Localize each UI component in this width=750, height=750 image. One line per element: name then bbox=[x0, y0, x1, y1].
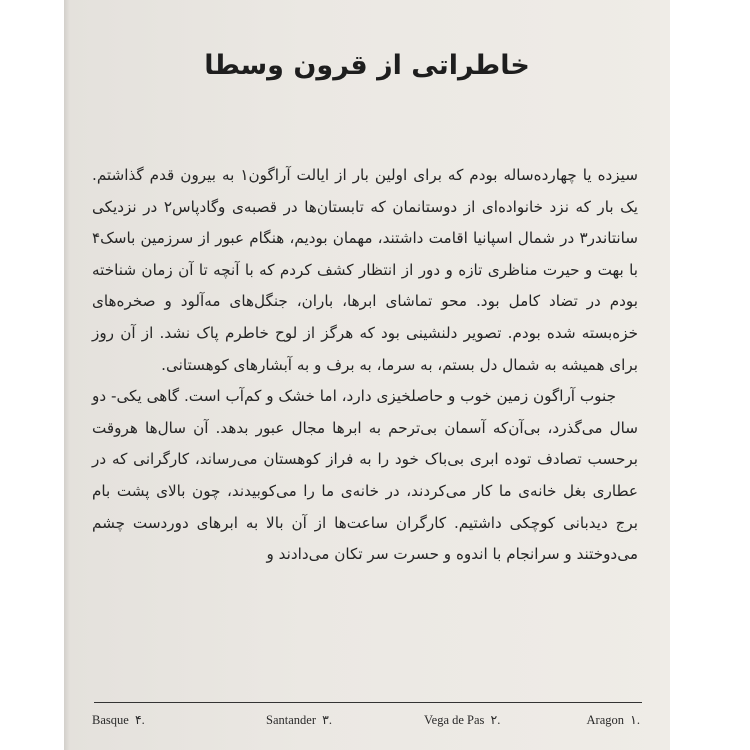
chapter-title: خاطراتی از قرون وسطا bbox=[204, 50, 530, 81]
footnote-text: Basque bbox=[92, 713, 129, 727]
footnote-1 bbox=[587, 712, 640, 728]
footnote-number: ۱. bbox=[630, 713, 640, 727]
footnote-number: ۳. bbox=[322, 713, 332, 727]
page-edge-shadow bbox=[64, 0, 70, 750]
paragraph-1: سیزده یا چهارده‌ساله بودم که برای اولین بار از ایالت آراگون۱ به بیرون قدم گذاشتم. یک بار که نزد خانواده‌ای از دوستانمان که تابستان‌ها در قصبه‌ی وگادپاس۲ در نزدیکی سانتاندر۳ در شمال اسپانیا اقامت داشتند، مهمان بودیم، هنگام عبور از سرزمین باسک۴ با بهت و حیرت مناظری تازه و دور از انتظار کشف کردم که با آنچه تا آن زمان شناخته بودم در تضاد کامل بود. محو تماشای ابرها، باران، جنگل‌های مه‌آلود و صخره‌های خزه‌بسته شده بودم. تصویر دلنشینی بود که هرگز از لوح خاطرم پاک نشد. از آن روز برای همیشه به شمال دل بستم، به سرما، به برف و به آبشارهای کوهستانی. bbox=[92, 166, 638, 374]
footnote-number: ۲. bbox=[490, 713, 501, 727]
body-text bbox=[92, 160, 638, 571]
footnotes bbox=[90, 712, 644, 732]
footnote-text: Vega de Pas bbox=[424, 713, 485, 727]
paragraph-2: جنوب آراگون زمین خوب و حاصلخیزی دارد، اما خشک و کم‌آب است. گاهی یکی- دو سال می‌گذرد، بی‌آن‌که آسمان بی‌ترحم به ابرها مجال عبور بدهد. آن سال‌ها هروقت برحسب تصادف توده ابری بی‌باک خود را به فراز کوهستان می‌رساند، کارگرانی که در عطاری بغل خانه‌ی ما کار می‌کردند، در خانه‌ی ما را می‌کوبیدند، چون بالای پشت بام برج دیدبانی کوچکی داشتیم. کارگران ساعت‌ها از آن بالا به ابرهای دوردست چشم می‌دوختند و سرانجام با اندوه و حسرت سر تکان می‌دادند و bbox=[92, 387, 638, 564]
footnote-divider bbox=[94, 702, 642, 703]
footnote-4 bbox=[92, 712, 145, 728]
footnote-3 bbox=[266, 712, 332, 728]
footnote-2 bbox=[424, 712, 500, 728]
footnote-text: Aragon bbox=[586, 713, 625, 727]
footnote-text: Santander bbox=[266, 713, 316, 727]
footnote-number: ۴. bbox=[134, 713, 145, 727]
book-page bbox=[64, 0, 670, 750]
